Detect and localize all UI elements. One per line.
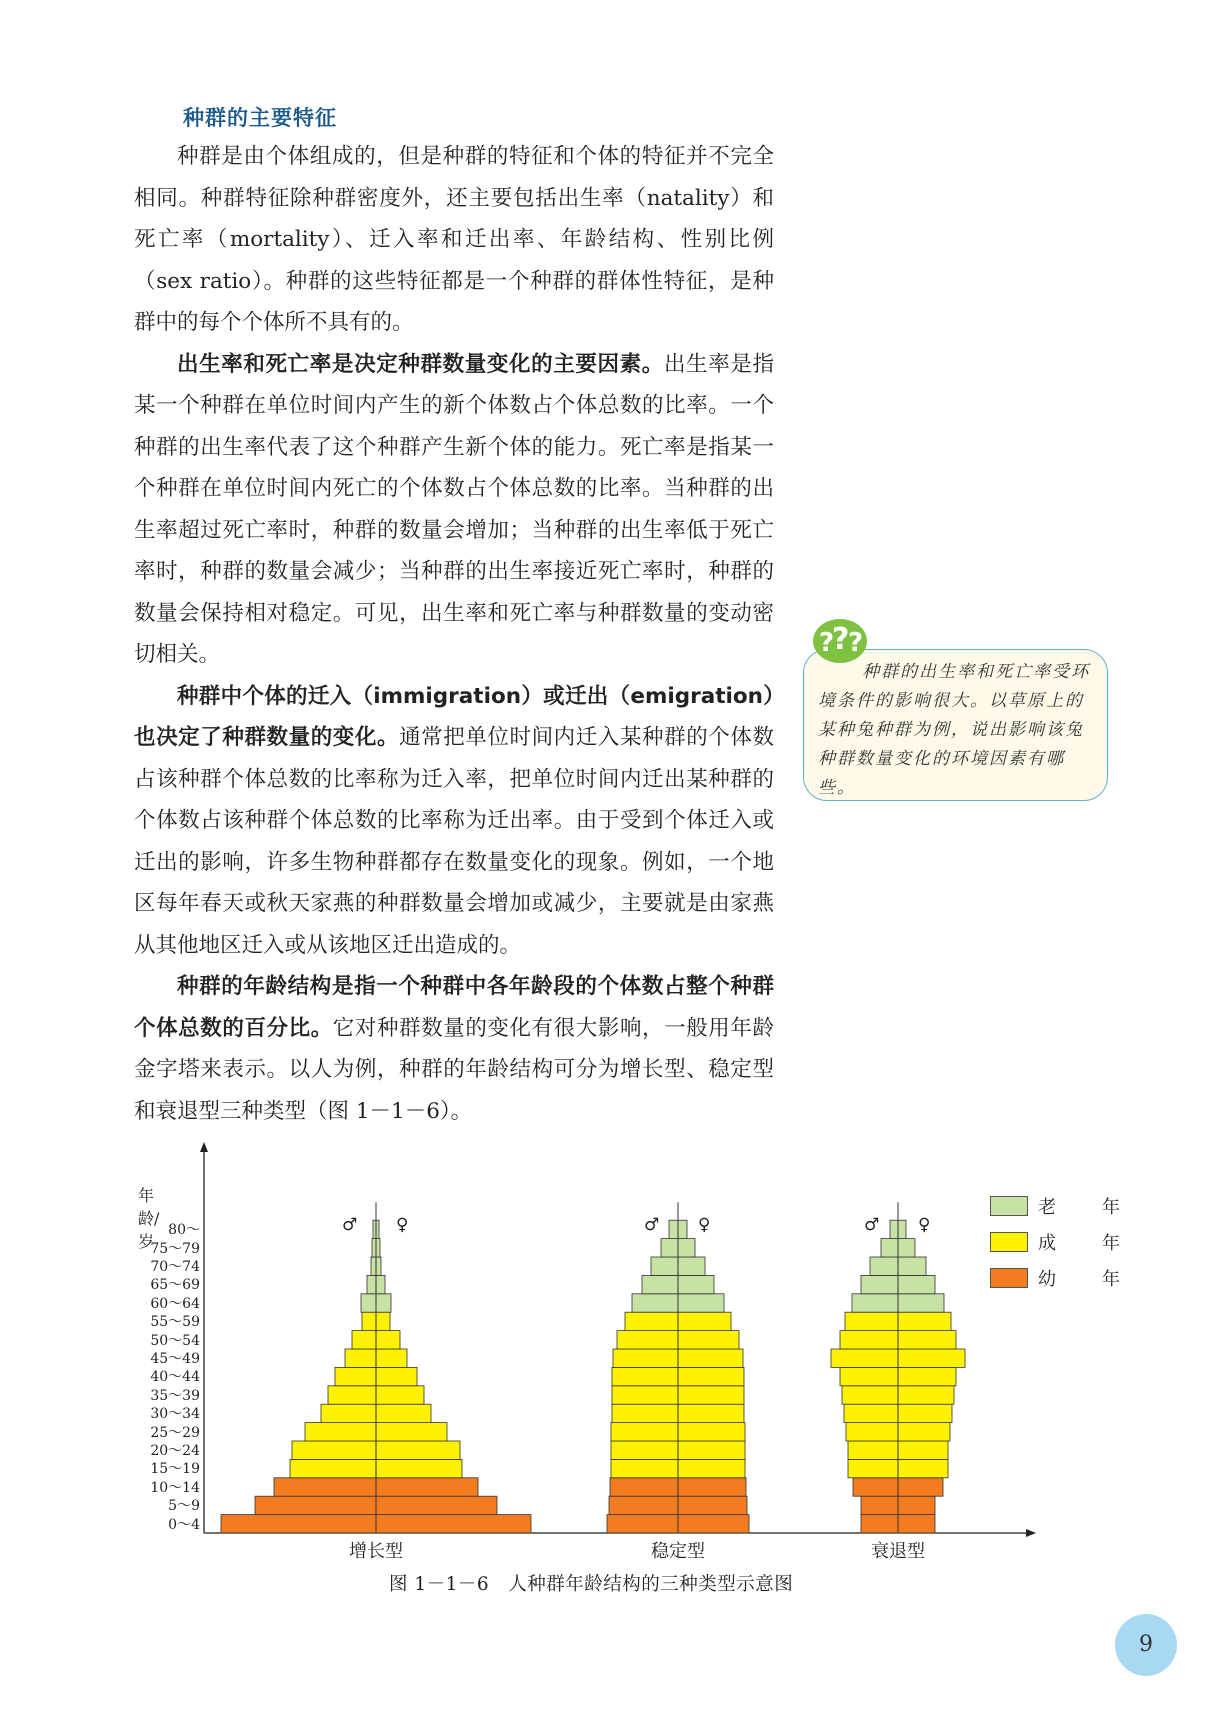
pyramid-3-male-bar [853, 1478, 898, 1496]
pyramid-2-female-bar [678, 1367, 744, 1385]
pyramid-3-female-bar [898, 1478, 943, 1496]
pyramid-3-female-bar [898, 1496, 935, 1514]
pyramid-2-male-bar [661, 1239, 678, 1257]
paragraph-3-bold: 种群中个体的迁入（immigration）或迁出（emigration）也决定了种群数量的变化。 [134, 683, 774, 750]
legend-swatch [990, 1196, 1028, 1216]
male-symbol: ♂ [864, 1215, 880, 1235]
pyramid-2-female-bar [678, 1515, 749, 1533]
pyramid-3-female-bar [898, 1257, 926, 1275]
pyramid-3-male-bar [840, 1331, 898, 1349]
legend-label: 成 年 [1038, 1233, 1134, 1254]
pyramid-1-male-bar [274, 1478, 376, 1496]
legend-swatch [990, 1268, 1028, 1288]
pyramid-2-male-bar [642, 1275, 678, 1293]
pyramid-1-female-bar [376, 1404, 431, 1422]
pyramid-3-female-bar [898, 1294, 944, 1312]
paragraph-4-rest: 它对种群数量的变化有很大影响，一般用年龄金字塔来表示。以人为例，种群的年龄结构可分为增长型、稳定型和衰退型三种类型（图 1－1－6）。 [134, 1015, 774, 1124]
age-group-label: 35～39 [150, 1387, 200, 1404]
pyramid-2-female-bar [678, 1312, 731, 1330]
pyramid-2-female-bar [678, 1220, 687, 1238]
age-group-label: 25～29 [150, 1424, 200, 1441]
pyramid-1-female-bar [376, 1496, 497, 1514]
pyramid-3-female-bar [898, 1312, 951, 1330]
pyramid-3-male-bar [842, 1386, 898, 1404]
pyramid-2-female-bar [678, 1441, 745, 1459]
pyramid-3-female-bar [898, 1367, 956, 1385]
pyramid-2-female-bar [678, 1404, 744, 1422]
pyramid-1-male-bar [335, 1367, 376, 1385]
pyramid-2-male-bar [625, 1312, 678, 1330]
paragraph-2-rest: 出生率是指某一个种群在单位时间内产生的新个体数占个体总数的比率。一个种群的出生率代表了这个种群产生新个体的能力。死亡率是指某一个种群在单位时间内死亡的个体数占个体总数的比率。当种群的出生率超过死亡率时，种群的数量会增加；当种群的出生率低于死亡率时，种群的数量会减少；当种群的出生率接近死亡率时，种群的数量会保持相对稳定。可见，出生率和死亡率与种群数量的变动密切相关。 [134, 351, 774, 667]
age-group-label: 55～59 [150, 1314, 200, 1331]
section-heading: 种群的主要特征 [183, 106, 337, 130]
pyramid-1-female-bar [376, 1294, 391, 1312]
legend-label: 幼 年 [1038, 1269, 1134, 1290]
paragraph-2-bold: 出生率和死亡率是决定种群数量变化的主要因素。 [177, 351, 664, 377]
female-symbol: ♀ [396, 1215, 409, 1235]
age-group-label: 5～9 [168, 1498, 200, 1515]
pyramid-1-female-bar [376, 1331, 400, 1349]
pyramid-3-male-bar [852, 1294, 898, 1312]
pyramid-3-female-bar [898, 1459, 948, 1477]
pyramid-3-female-bar [898, 1239, 915, 1257]
pyramid-1-male-bar [362, 1312, 376, 1330]
female-symbol: ♀ [698, 1215, 711, 1235]
pyramid-3-female-bar [898, 1404, 952, 1422]
pyramid-1-male-bar [328, 1386, 376, 1404]
pyramid-1-male-bar [290, 1459, 376, 1477]
pyramid-2-male-bar [617, 1331, 678, 1349]
pyramid-1-male-bar [372, 1239, 376, 1257]
pyramid-3-female-bar [898, 1220, 906, 1238]
male-symbol: ♂ [644, 1215, 660, 1235]
pyramid-2-male-bar [609, 1496, 678, 1514]
pyramid-3-male-bar [861, 1275, 898, 1293]
paragraph-1: 种群是由个体组成的，但是种群的特征和个体的特征并不完全相同。种群特征除种群密度外，还主要包括出生率（natality）和死亡率（mortality）、迁入率和迁出率、年龄结构、性别比例（sex ratio）。种群的这些特征都是一个种群的群体性特征，是种群中的每个个体所不具有的。 [134, 144, 774, 335]
pyramid-type-label: 衰退型 [871, 1541, 925, 1562]
pyramid-3-male-bar [844, 1404, 898, 1422]
age-group-label: 50～54 [150, 1332, 200, 1349]
pyramid-2-male-bar [613, 1349, 678, 1367]
pyramid-2-male-bar [611, 1441, 678, 1459]
svg-text:?: ? [848, 628, 864, 658]
pyramid-1-male-bar [371, 1257, 376, 1275]
pyramid-2-male-bar [612, 1404, 678, 1422]
age-group-label: 10～14 [150, 1479, 200, 1496]
pyramid-3-male-bar [845, 1312, 898, 1330]
legend-swatch [990, 1232, 1028, 1252]
pyramid-2-male-bar [612, 1386, 678, 1404]
age-group-label: 20～24 [150, 1443, 200, 1459]
pyramid-3-male-bar [861, 1515, 898, 1533]
pyramid-3-male-bar [881, 1239, 898, 1257]
pyramid-2-male-bar [610, 1478, 678, 1496]
pyramid-type-label: 增长型 [349, 1541, 403, 1562]
pyramid-2-female-bar [678, 1349, 743, 1367]
pyramid-3-male-bar [870, 1257, 898, 1275]
pyramid-2-female-bar [678, 1386, 744, 1404]
pyramid-3-male-bar [846, 1423, 898, 1441]
pyramid-2-male-bar [607, 1515, 678, 1533]
pyramid-3-male-bar [848, 1441, 898, 1459]
pyramid-1-female-bar [376, 1367, 417, 1385]
age-group-label: 75～79 [150, 1240, 200, 1257]
pyramid-type-label: 稳定型 [651, 1541, 705, 1562]
pyramid-3-female-bar [898, 1423, 950, 1441]
pyramid-1-male-bar [345, 1349, 376, 1367]
svg-text:?: ? [832, 622, 850, 657]
age-group-label: 30～34 [150, 1406, 200, 1423]
pyramid-2-female-bar [678, 1331, 739, 1349]
question-text: 种群的出生率和死亡率受环境条件的影响很大。以草原上的某种兔种群为例，说出影响该兔种群数量变化的环境因素有哪些。 [818, 662, 1091, 798]
pyramid-3-female-bar [898, 1386, 954, 1404]
pyramid-1-female-bar [376, 1312, 390, 1330]
pyramid-1-male-bar [221, 1515, 376, 1533]
paragraph-4-bold: 种群的年龄结构是指一个种群中各年龄段的个体数占整个种群个体总数的百分比。 [134, 974, 774, 1041]
pyramid-2-male-bar [612, 1367, 678, 1385]
pyramid-3-female-bar [898, 1349, 965, 1367]
pyramid-2-female-bar [678, 1496, 747, 1514]
pyramid-1-male-bar [321, 1404, 376, 1422]
pyramid-3-female-bar [898, 1275, 935, 1293]
pyramid-1-female-bar [376, 1239, 380, 1257]
figure-caption: 图 1－1－6 人种群年龄结构的三种类型示意图 [389, 1574, 794, 1595]
pyramid-3-male-bar [848, 1459, 898, 1477]
paragraph-3-rest: 通常把单位时间内迁入某种群的个体数占该种群个体总数的比率称为迁入率，把单位时间内迁出某种群的个体数占该种群个体总数的比率称为迁出率。由于受到个体迁入或迁出的影响，许多生物种群都存在数量变化的现象。例如，一个地区每年春天或秋天家燕的种群数量会增加或减少，主要就是由家燕从其他地区迁入或从该地区迁出造成的。 [134, 725, 774, 958]
pyramid-3-female-bar [898, 1515, 935, 1533]
pyramid-1-male-bar [305, 1423, 376, 1441]
pyramid-1-female-bar [376, 1275, 385, 1293]
pyramid-2-male-bar [669, 1220, 678, 1238]
pyramid-3-male-bar [890, 1220, 898, 1238]
pyramid-3-female-bar [898, 1441, 948, 1459]
pyramid-1-female-bar [376, 1386, 424, 1404]
pyramid-1-male-bar [255, 1496, 376, 1514]
pyramid-2-female-bar [678, 1478, 746, 1496]
pyramid-2-male-bar [651, 1257, 678, 1275]
male-symbol: ♂ [342, 1215, 358, 1235]
age-group-label: 80～ [168, 1222, 200, 1239]
pyramid-2-female-bar [678, 1294, 724, 1312]
pyramid-1-female-bar [376, 1478, 478, 1496]
pyramid-1-male-bar [367, 1275, 376, 1293]
pyramid-2-female-bar [678, 1239, 695, 1257]
pyramid-1-female-bar [376, 1515, 531, 1533]
age-group-label: 65～69 [150, 1277, 200, 1294]
age-group-label: 70～74 [150, 1259, 200, 1275]
age-group-label: 15～19 [150, 1461, 200, 1478]
pyramid-3-male-bar [831, 1349, 898, 1367]
y-axis-title: 年龄/岁 [138, 1186, 160, 1251]
pyramid-3-female-bar [898, 1331, 956, 1349]
pyramid-2-male-bar [632, 1294, 678, 1312]
pyramid-1-male-bar [352, 1331, 376, 1349]
female-symbol: ♀ [918, 1215, 931, 1235]
pyramid-1-female-bar [376, 1423, 447, 1441]
pyramid-1-female-bar [376, 1257, 381, 1275]
pyramid-2-female-bar [678, 1459, 745, 1477]
pyramid-1-female-bar [376, 1459, 462, 1477]
pyramid-2-female-bar [678, 1275, 714, 1293]
age-group-label: 40～44 [150, 1369, 200, 1386]
pyramid-2-female-bar [678, 1257, 705, 1275]
pyramid-2-male-bar [611, 1423, 678, 1441]
pyramid-2-female-bar [678, 1423, 745, 1441]
y-axis-arrow [200, 1142, 208, 1152]
x-axis-arrow [1026, 1529, 1036, 1537]
age-group-label: 45～49 [150, 1351, 200, 1367]
pyramid-3-male-bar [840, 1367, 898, 1385]
page-number: 9 [1115, 1614, 1177, 1676]
pyramid-1-male-bar [361, 1294, 376, 1312]
pyramid-3-male-bar [861, 1496, 898, 1514]
age-group-label: 0～4 [168, 1516, 200, 1533]
pyramid-1-male-bar [292, 1441, 376, 1459]
age-group-label: 60～64 [150, 1295, 200, 1312]
legend-label: 老 年 [1038, 1197, 1134, 1218]
pyramid-1-female-bar [376, 1441, 460, 1459]
pyramid-2-male-bar [611, 1459, 678, 1477]
svg-text:?: ? [819, 628, 835, 658]
pyramid-1-female-bar [376, 1349, 407, 1367]
